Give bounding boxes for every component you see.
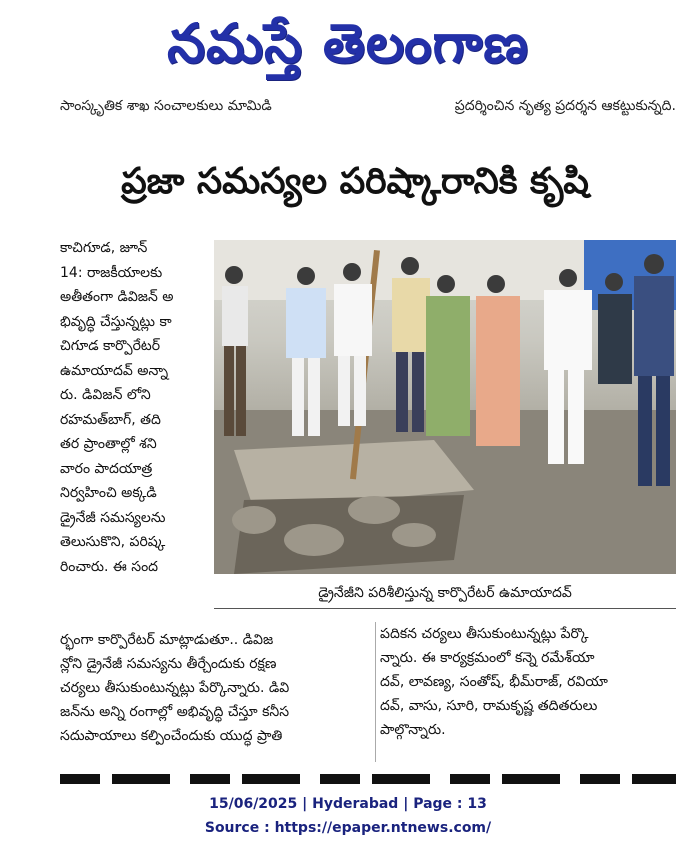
- article-bottom-left-column: [60, 628, 370, 748]
- bottom-left-line: ర్భంగా కార్పొరేటర్ మాట్లాడుతూ.. డివిజ: [60, 632, 274, 648]
- cropped-next-headline: [60, 770, 676, 784]
- bottom-left-line: సదుపాయాలు కల్పించేందుకు యుద్ధ ప్రాతి: [60, 728, 283, 744]
- article-photo: [214, 240, 676, 574]
- column-divider: [375, 622, 376, 762]
- left-line: భివృద్ధి చేస్తున్నట్లు కా: [60, 313, 172, 330]
- bottom-right-line: పదికన చర్యలు తీసుకుంటున్నట్లు పేర్కొ: [380, 626, 589, 642]
- article-bottom-right-column: [380, 622, 676, 742]
- left-line: తెలుసుకొని, పరిష్క: [60, 534, 166, 550]
- footer-edition-info: 15/06/2025 | Hyderabad | Page : 13: [209, 796, 487, 812]
- bottom-right-line: న్నారు. ఈ కార్యక్రమంలో కన్నె రమేశ్‌యా: [380, 650, 595, 666]
- left-line: కాచిగూడ, జూన్: [60, 240, 148, 256]
- bottom-left-line: న్లోని డ్రైనేజీ సమస్యను తీర్చేందుకు రక్షణ: [60, 656, 277, 672]
- left-line: నిర్వహించి అక్కడి: [60, 485, 157, 501]
- cropped-headline-fragment: [60, 774, 676, 784]
- bottom-right-line: పాల్గొన్నారు.: [380, 722, 446, 738]
- bottom-right-line: దవ్, వాసు, సూరి, రామకృష్ణ తదితరులు: [380, 698, 598, 714]
- photo-illustration: [214, 240, 676, 574]
- bottom-right-line: దవ్, లావణ్య, సంతోష్, భీమ్‌రాజ్, రవియా: [380, 674, 608, 690]
- left-line: చిగూడ కార్పొరేటర్: [60, 338, 160, 354]
- masthead-title: నమస్తే తెలంగాణ: [167, 12, 529, 75]
- left-line: 14: రాజకీయాలకు: [60, 264, 163, 281]
- left-line: రు. డివిజన్ లోని: [60, 387, 151, 403]
- left-line: ఉమాయాదవ్ అన్నా: [60, 362, 169, 379]
- strip-left-text: సాంస్కృతిక శాఖ సంచాలకులు మామిడి: [60, 98, 272, 114]
- photo-caption: డ్రైనేజీని పరిశీలిస్తున్న కార్పొరేటర్ ఉమాయాదవ్: [214, 578, 676, 609]
- newspaper-masthead: [0, 4, 696, 84]
- left-line: డ్రైనేజీ సమస్యలను: [60, 509, 166, 526]
- left-line: తర ప్రాంతాల్లో శని: [60, 436, 157, 452]
- bottom-left-line: జన్‌ను అన్ని రంగాల్లో అభివృద్ధి చేస్తూ కనీస: [60, 704, 290, 720]
- left-line: రించారు. ఈ సంద: [60, 558, 159, 575]
- left-line: అతీతంగా డివిజన్ అ: [60, 289, 174, 305]
- article-left-column: [60, 236, 210, 579]
- bottom-left-line: చర్యలు తీసుకుంటున్నట్లు పేర్కొన్నారు. డివి: [60, 680, 290, 696]
- footer-source-info: Source : https://epaper.ntnews.com/: [204, 820, 492, 836]
- left-line: రహమత్‌బాగ్, తది: [60, 411, 161, 428]
- previous-article-strip: [60, 98, 676, 124]
- article-headline: ప్రజా సమస్యల పరిష్కారానికి కృషి: [121, 161, 589, 202]
- left-line: వారం పాదయాత్ర: [60, 460, 153, 477]
- strip-right-text: ప్రదర్శించిన నృత్య ప్రదర్శన ఆకట్టుకున్నది.: [454, 98, 676, 114]
